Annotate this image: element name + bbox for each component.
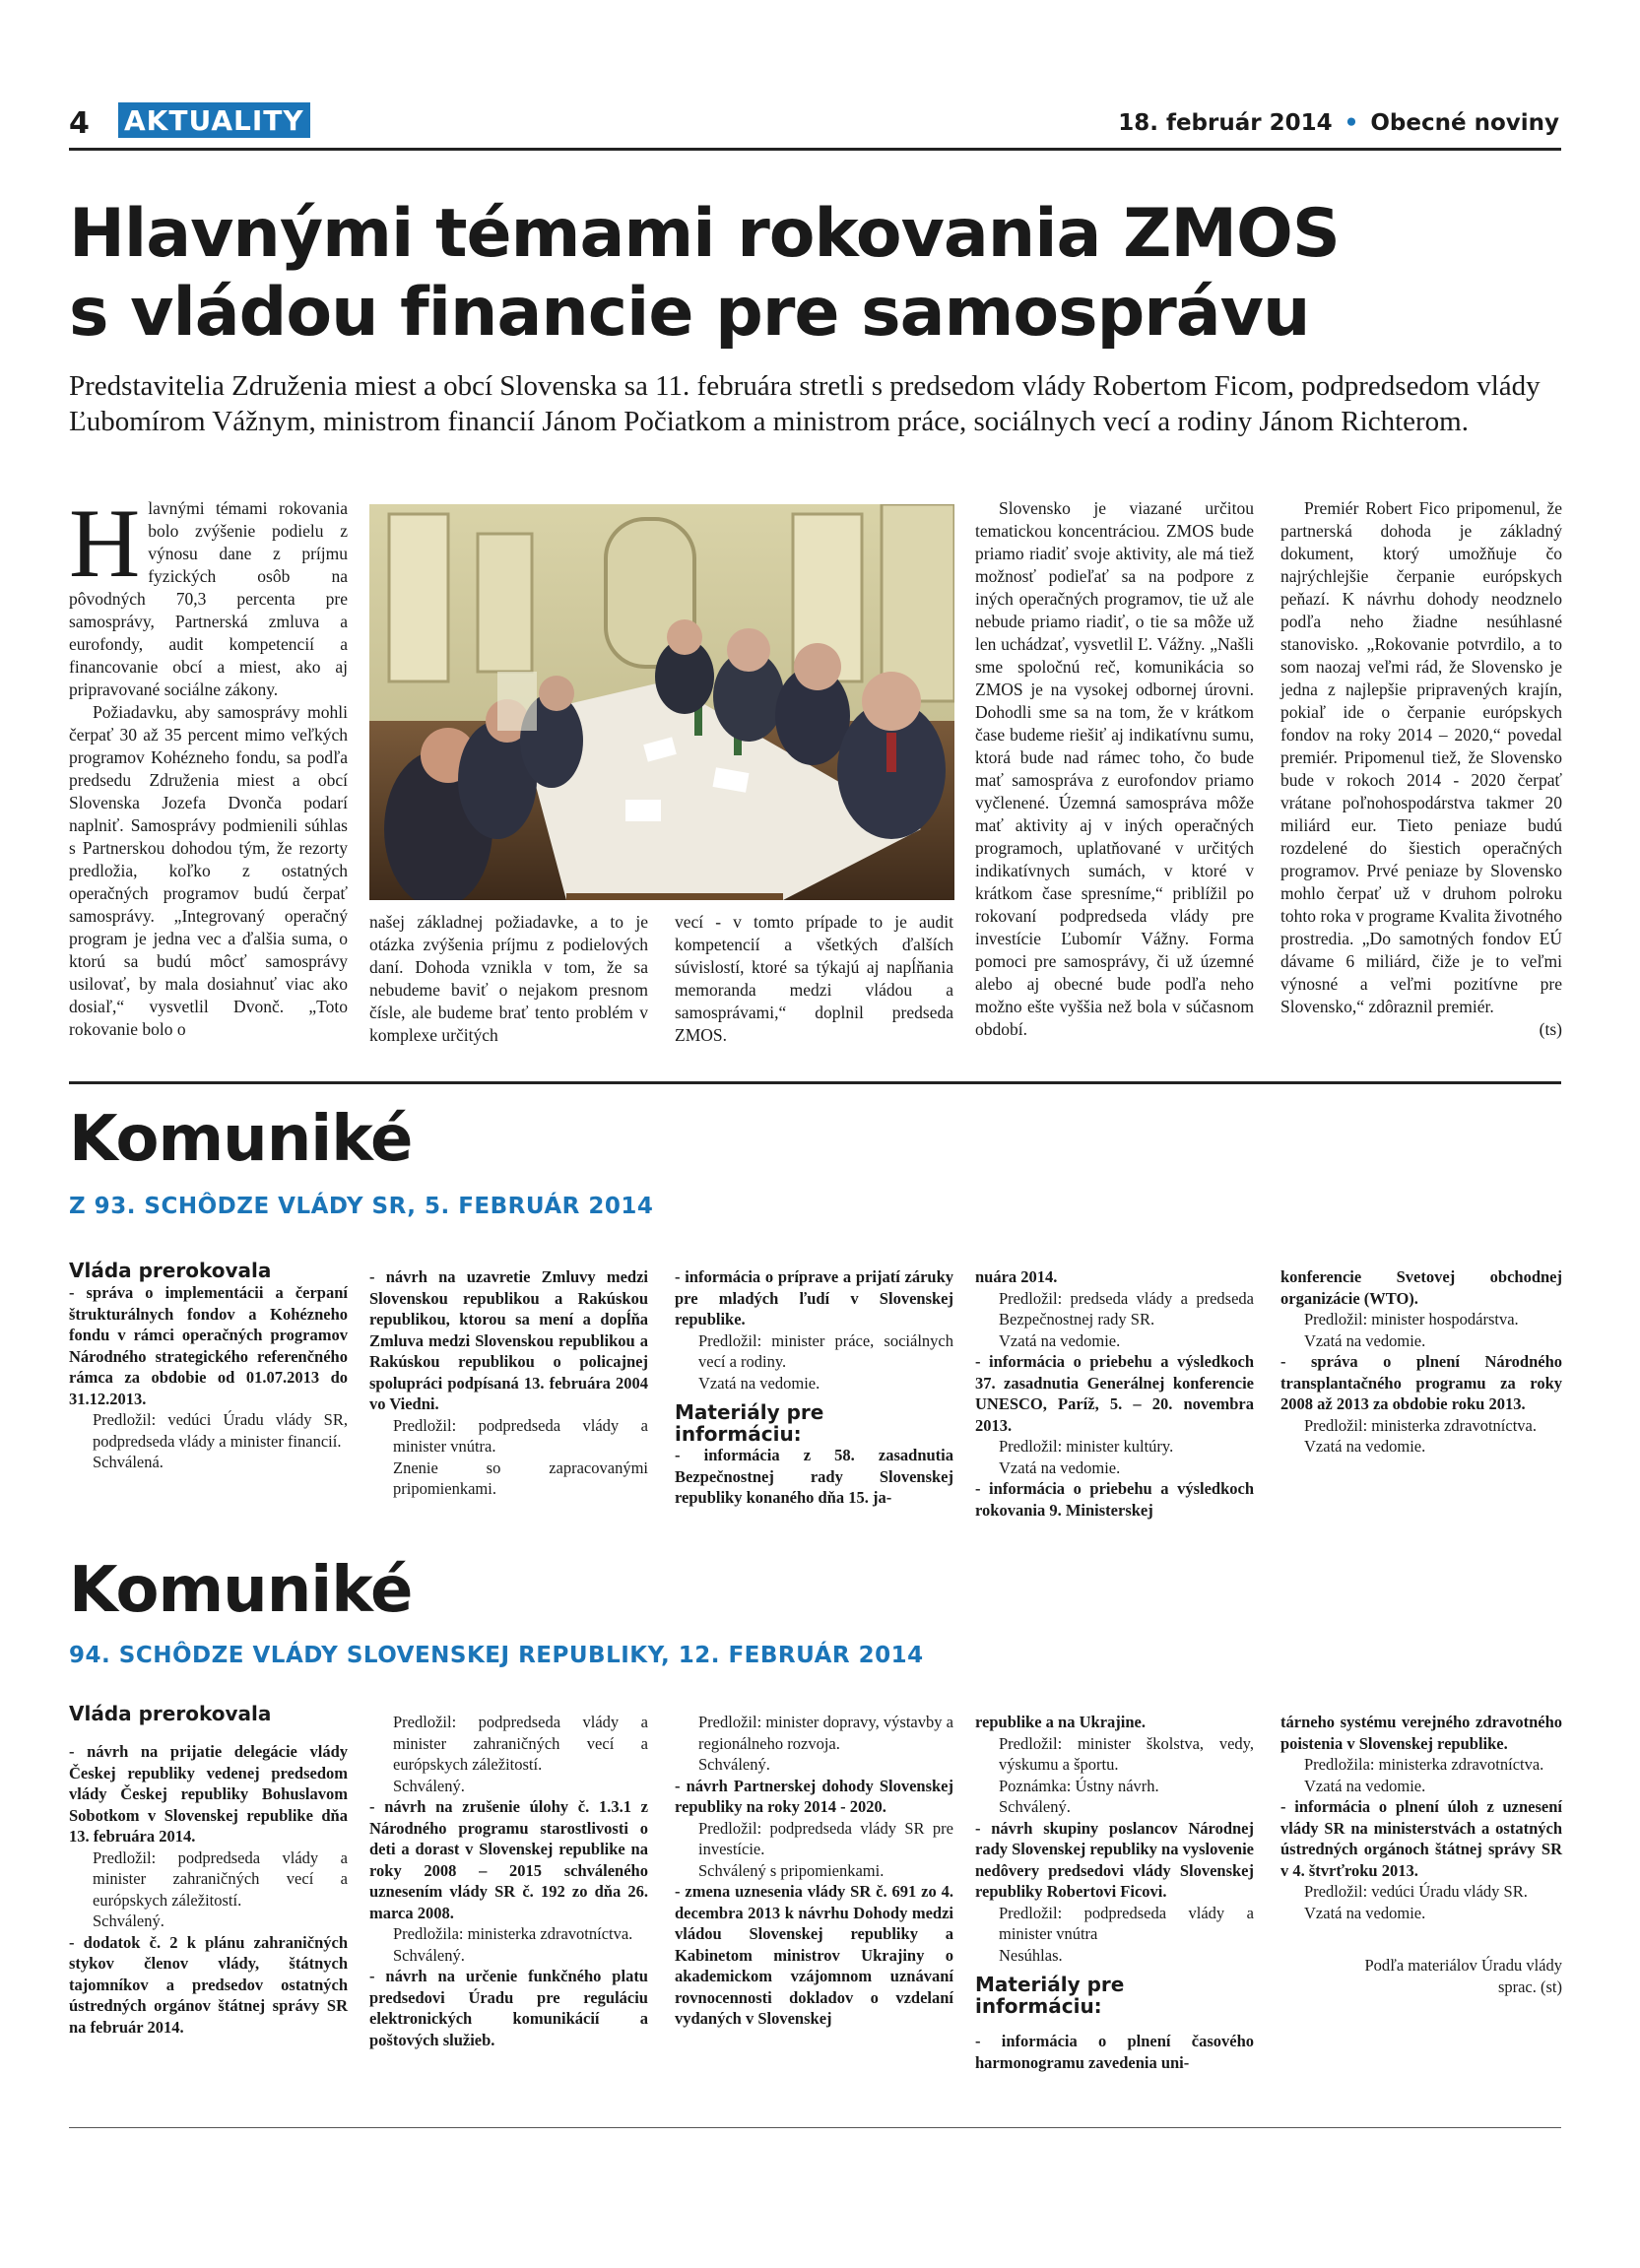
headline-line-1: Hlavnými témami rokovania ZMOS: [69, 195, 1340, 273]
agenda-note: Poznámka: Ústny návrh.: [999, 1776, 1159, 1795]
column-heading: Vláda prerokovala: [69, 1702, 272, 1725]
agenda-item: - informácia z 58. zasadnutia Bezpečnostnej rady Slovenskej republiky konaného dňa 15. ja-: [675, 1446, 953, 1507]
article-paragraph: našej základnej požiadavke, a to je otázka zvýšenia príjmu z podielových daní. Dohoda vznikla v tom, že sa nebudeme baviť o nejakom presnom čísle, ale budeme brať tento problém v komplexe určitých: [369, 912, 648, 1045]
article-paragraph: lavnými témami rokovania bolo zvýšenie podielu z výnosu dane z príjmu fyzických osôb na pôvodných 70,3 percenta pre samosprávy, Partnerská zmluva a eurofondy, audit kompetencií a financovanie obcí a miest, ako aj pripravované sociálne zákony.: [69, 498, 348, 699]
header-info: [1118, 110, 1559, 136]
agenda-status: Schválený.: [393, 1945, 465, 1965]
article-paragraph: Požiadavku, aby samosprávy mohli čerpať 30 až 35 percent mimo veľkých programov Kohézneho fondu, sa podľa predsedu Združenia miest a obcí Slovenska Jozefa Dvonča podarí naplniť. Samosprávy podmienili súhlas s Partnerskou dohodou tým, že rezorty predložia, koľko z ostatných operačných programov budú čerpať samosprávy. „Integrovaný operačný program je jedna vec a ďalšia suma, o ktorú sa budú môcť samosprávy usilovať, by mala dosiahnuť viac ako dosiaľ,“ vysvetlil Dvonč. „Toto rokovanie bolo o: [69, 702, 348, 1039]
article-headline: [69, 195, 1566, 353]
agenda-item: - návrh na zrušenie úlohy č. 1.3.1 z Národného programu starostlivosti o deti a dorast v Slovenskej republike na roky 2008 – 2015 schváleného uznesením vlády SR č. 192 zo dňa 26. marca 2008.: [369, 1797, 648, 1922]
article-lead: Predstavitelia Združenia miest a obcí Slovenska sa 11. februára stretli s predsedom vlády Robertom Ficom, podpredsedom vlády Ľubomírom Vážnym, ministrom financií Jánom Počiatkom a ministrom práce, sociálnych vecí a rodiny Jánom Richterom.: [69, 370, 1541, 437]
column-heading: Vláda prerokovala: [69, 1259, 272, 1282]
agenda-note: Predložil: ministerka zdravotníctva.: [1304, 1415, 1537, 1435]
agenda-item-continued: konferencie Svetovej obchodnej organizácie (WTO).: [1280, 1267, 1562, 1308]
agenda-item: - návrh skupiny poslancov Národnej rady Slovenskej republiky na vyslovenie nedôvery predsedovi vlády Slovenskej republiky Robertovi Ficovi.: [975, 1818, 1254, 1901]
source-note: Podľa materiálov Úradu vlády: [1364, 1956, 1562, 1975]
page-number: 4: [69, 106, 90, 141]
agenda-note: Predložil: minister práce, sociálnych vecí a rodiny.: [698, 1330, 953, 1371]
agenda-status: Vzatá na vedomie.: [1304, 1437, 1426, 1456]
agenda-status: Vzatá na vedomie.: [698, 1373, 820, 1393]
agenda-note: Predložil: podpredseda vlády a minister vnútra: [999, 1903, 1254, 1943]
komunike2-column-1: [69, 1702, 348, 2038]
article-column-4: [975, 497, 1254, 1041]
agenda-item: - návrh na určenie funkčného platu predsedovi Úradu pre reguláciu elektronických komunikácií a poštových služieb.: [369, 1967, 648, 2049]
agenda-status: Vzatá na vedomie.: [1304, 1903, 1426, 1922]
article-column-3: [675, 911, 953, 1047]
komunike-subtitle: Z 93. SCHÔDZE VLÁDY SR, 5. FEBRUÁR 2014: [69, 1194, 654, 1219]
article-paragraph: Slovensko je viazané určitou tematickou koncentráciou. ZMOS bude priamo riadiť svoje aktivity, ale má tiež možnosť podieľať sa na podpore z iných operačných programov, tie už ale nebude priamo riadiť, o tie sa môže už len uchádzať, vysvetlil Ľ. Vážny. „Našli sme spoločnú reč, komunikácia so ZMOS je na vysokej odbornej úrovni. Dohodli sme sa na tom, že v krátkom čase budeme riešiť aj indikatívnu sumu, ktorá bude nad rámec toho, čo bude mať samospráva z eurofondov priamo vyčlenené. Územná samospráva môže mať aktivity aj v iných operačných programoch, uplatňované v určitých indikatívnych sumách, v ktoré v krátkom čase spresníme,“ priblížil po rokovaní podpredseda vlády pre investície Ľubomír Vážny. Forma pomoci pre samosprávy, či už územné alebo aj obecné bude podľa neho možno ešte vyššia než bola v súčasnom období.: [975, 498, 1254, 1039]
agenda-item: - návrh na prijatie delegácie vlády Českej republiky vedenej predsedom vlády Českej republiky Bohuslavom Sobotkom v Slovenskej republike dňa 13. februára 2014.: [69, 1742, 348, 1846]
agenda-item-continued: tárneho systému verejného zdravotného poistenia v Slovenskej republike.: [1280, 1713, 1562, 1753]
agenda-status: Vzatá na vedomie.: [999, 1330, 1121, 1350]
drop-cap: H: [69, 488, 141, 598]
agenda-note: Predložil: podpredseda vlády a minister zahraničných vecí a európskych záležitostí.: [93, 1847, 348, 1910]
agenda-note: Predložil: vedúci Úradu vlády SR, podpredseda vlády a minister financií.: [93, 1410, 348, 1451]
komunike-title: Komuniké: [69, 1103, 413, 1176]
meeting-photo-illustration: [369, 504, 954, 900]
article-paragraph: Premiér Robert Fico pripomenul, že partnerská dohoda je základný dokument, ktorý umožňuje čo najrýchlejšie čerpanie európskych peňazí. K návrhu dohody neodznelo podľa neho žiadne nesúhlasné stanovisko. „Rokovanie potvrdilo, a to som naozaj veľmi rád, že Slovensko je jedna z najlepšie pripravených krajín, pokiaľ ide o čerpanie európskych fondov na roky 2014 – 2020,“ povedal premiér. Pripomenul tiež, že Slovensko bude v rokoch 2014 - 2020 čerpať vrátane poľnohospodárstva takmer 20 miliárd eur. Tieto peniaze budú rozdelené do šiestich operačných programov. Prvé peniaze by Slovensko mohlo čerpať už v druhom polroku tohto roka v programe Kvalita životného prostredia. „Do samotných fondov EÚ dávame 6 miliárd, čiže je to veľmi výnosné a veľmi pozitívne pre Slovensko,“ zdôraznil premiér.: [1280, 498, 1562, 1016]
agenda-item: - návrh Partnerskej dohody Slovenskej republiky na roky 2014 - 2020.: [675, 1776, 953, 1816]
komunike1-column-5: [1280, 1266, 1562, 1458]
komunike1-column-1: [69, 1259, 348, 1473]
source-signature: sprac. (st): [1497, 1976, 1562, 1996]
header-rule: [69, 148, 1561, 151]
agenda-note: Predložila: ministerka zdravotníctva.: [393, 1924, 633, 1943]
agenda-note: Predložil: minister školstva, vedy, výskumu a športu.: [999, 1733, 1254, 1774]
agenda-note: Predložila: ministerka zdravotníctva.: [1304, 1755, 1544, 1774]
info-materials-heading: Materiály pre informáciu:: [975, 1973, 1125, 2018]
agenda-item-continued: nuára 2014.: [975, 1267, 1058, 1286]
agenda-note: Predložil: podpredseda vlády a minister vnútra.: [393, 1415, 648, 1456]
header-separator: •: [1344, 110, 1359, 136]
agenda-note: Predložil: podpredseda vlády SR pre investície.: [698, 1818, 953, 1858]
agenda-item: - správa o implementácii a čerpaní štrukturálnych fondov a Kohézneho fondu v rámci operačných programov Národného strategického referenčného rámca za obdobie od 01.07.2013 do 31.12.2013.: [69, 1283, 348, 1408]
agenda-item: - návrh na uzavretie Zmluvy medzi Slovenskou republikou a Rakúskou republikou, ktorou sa mení a dopĺňa Zmluva medzi Slovenskou republikou a Rakúskou republikou o policajnej spolupráci podpísaná 13. februára 2004 vo Viedni.: [369, 1267, 648, 1413]
agenda-status: Znenie so zapracovanými pripomienkami.: [393, 1458, 648, 1498]
agenda-status: Vzatá na vedomie.: [1304, 1776, 1426, 1795]
komunike2-column-2: [369, 1712, 648, 2050]
publication-name: Obecné noviny: [1370, 110, 1559, 136]
komunike1-column-4: [975, 1266, 1254, 1521]
article-column-2: [369, 911, 648, 1047]
agenda-status: Schválený.: [93, 1912, 164, 1930]
agenda-status: Schválený.: [393, 1776, 465, 1795]
agenda-note: Predložil: vedúci Úradu vlády SR.: [1304, 1882, 1528, 1901]
agenda-status: Schválená.: [93, 1453, 164, 1471]
komunike2-column-5: [1280, 1712, 1562, 1997]
komunike-subtitle: 94. SCHÔDZE VLÁDY SLOVENSKEJ REPUBLIKY, 12. FEBRUÁR 2014: [69, 1643, 924, 1668]
agenda-note: Predložil: minister hospodárstva.: [1304, 1310, 1519, 1328]
komunike2-column-4: [975, 1712, 1254, 2073]
info-materials-heading: Materiály pre informáciu:: [675, 1400, 824, 1446]
agenda-item: - zmena uznesenia vlády SR č. 691 zo 4. decembra 2013 k návrhu Dohody medzi vládou Slovenskej republiky a Kabinetom ministrov Ukrajiny o akademickom vzájomnom uznávaní rovnocennosti dokladov o vzdelaní vydaných v Slovenskej: [675, 1882, 953, 2028]
footer-rule: [69, 2127, 1561, 2128]
article-column-1: [69, 488, 348, 1041]
agenda-item: - informácia o plnení časového harmonogramu zavedenia uni-: [975, 2032, 1254, 2072]
article-paragraph: vecí - v tomto prípade to je audit kompetencií a všetkých ďalších súvislostí, ktoré sa týkajú aj napĺňania memoranda medzi vládou a samosprávami,“ doplnil predseda ZMOS.: [675, 912, 953, 1045]
agenda-note: Predložil: minister dopravy, výstavby a regionálneho rozvoja.: [698, 1713, 953, 1753]
agenda-note: Predložil: podpredseda vlády a minister zahraničných vecí a európskych záležitostí.: [393, 1713, 648, 1774]
author-signature: (ts): [1539, 1019, 1562, 1039]
agenda-status: Schválený.: [999, 1797, 1071, 1816]
agenda-item: - informácia o priebehu a výsledkoch 37. zasadnutia Generálnej konferencie UNESCO, Paríž, 5. – 20. novembra 2013.: [975, 1352, 1254, 1435]
komunike2-column-3: [675, 1712, 953, 2030]
agenda-item: - dodatok č. 2 k plánu zahraničných stykov členov vlády, štátnych tajomníkov a predsedov ostatných ústredných orgánov štátnej správy SR na február 2014.: [69, 1932, 348, 2037]
agenda-status: Schválený s pripomienkami.: [698, 1860, 885, 1880]
section-rule: [69, 1081, 1561, 1084]
agenda-note: Predložil: predseda vlády a predseda Bezpečnostnej rady SR.: [999, 1288, 1254, 1328]
komunike1-column-3: [675, 1266, 953, 1509]
headline-line-2: s vládou financie pre samosprávu: [69, 274, 1310, 352]
agenda-status: Schválený.: [698, 1755, 770, 1774]
agenda-status: Vzatá na vedomie.: [999, 1458, 1121, 1477]
agenda-item-continued: republike a na Ukrajine.: [975, 1713, 1146, 1731]
section-label: AKTUALITY: [118, 102, 310, 138]
komunike-title: Komuniké: [69, 1554, 413, 1627]
agenda-item: - informácia o príprave a prijatí záruky pre mladých ľudí v Slovenskej republike.: [675, 1267, 953, 1328]
agenda-status: Vzatá na vedomie.: [1304, 1330, 1426, 1350]
komunike1-column-2: [369, 1266, 648, 1500]
agenda-status: Nesúhlas.: [999, 1945, 1063, 1965]
agenda-item: - správa o plnení Národného transplantačného programu za roky 2008 až 2013 za obdobie roku 2013.: [1280, 1352, 1562, 1413]
agenda-item: - informácia o priebehu a výsledkoch rokovania 9. Ministerskej: [975, 1479, 1254, 1520]
meeting-photo: [369, 504, 954, 900]
issue-date: 18. február 2014: [1118, 110, 1333, 136]
agenda-note: Predložil: minister kultúry.: [999, 1437, 1174, 1456]
agenda-item: - informácia o plnení úloh z uznesení vlády SR na ministerstvách a ostatných ústredných orgánoch štátnej správy SR v 4. štvrťroku 2013.: [1280, 1797, 1562, 1880]
article-column-5: [1280, 497, 1562, 1041]
